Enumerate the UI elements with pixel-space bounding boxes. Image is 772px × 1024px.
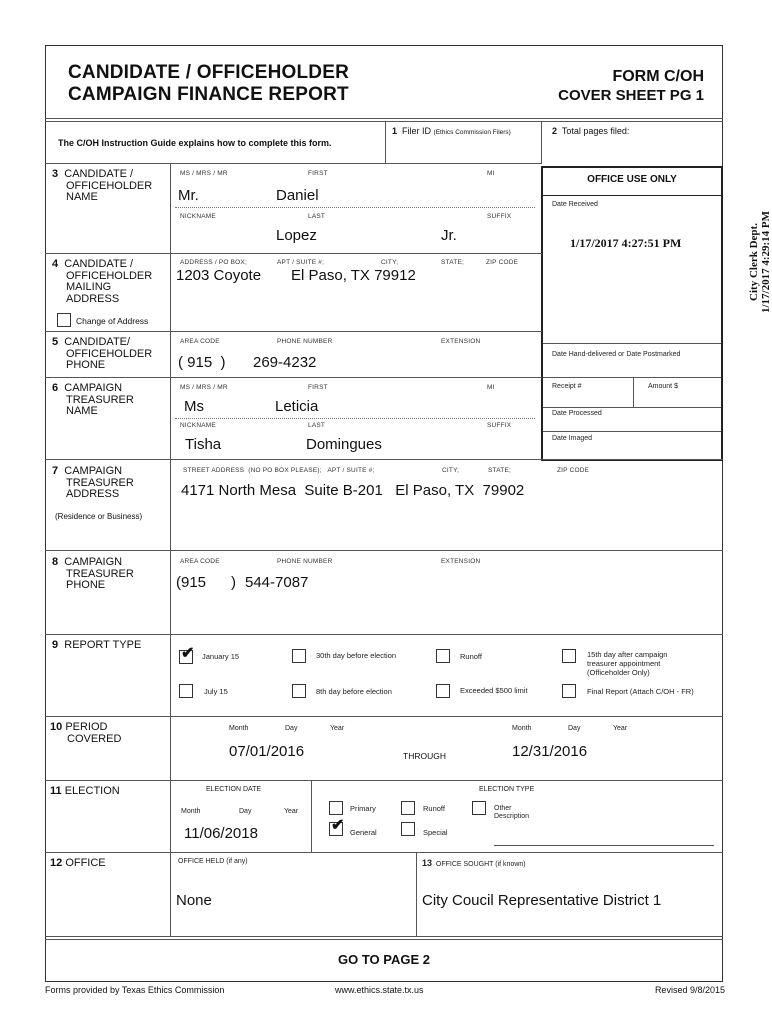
report-15th-checkbox[interactable]	[562, 649, 576, 663]
sec6-lbl-first: FIRST	[308, 384, 328, 391]
go-to-page-2: GO TO PAGE 2	[338, 952, 430, 967]
filer-id-label: 1 Filer ID (Ethics Commission Filers)	[392, 126, 511, 136]
sec4-label: 4 CANDIDATE / OFFICEHOLDER MAILING ADDRESS	[52, 258, 153, 305]
sec9-label: 9 REPORT TYPE	[52, 639, 142, 651]
sec7-lbl-zip: ZIP CODE	[557, 467, 590, 474]
change-of-address-label: Change of Address	[76, 316, 149, 326]
sec6-lbl-nick: NICKNAME	[180, 422, 216, 429]
treasurer-title[interactable]: Ms	[184, 398, 204, 415]
report-30th-checkbox[interactable]	[292, 649, 306, 663]
form-subtitle: COVER SHEET PG 1	[558, 87, 704, 104]
election-other-checkbox[interactable]	[472, 801, 486, 815]
received-stamp: City Clerk Dept. 1/17/2017 4:29:14 PM	[748, 210, 772, 314]
receipt-label: Receipt #	[552, 383, 582, 390]
treasurer-last-name[interactable]: Domingues	[306, 436, 382, 453]
sec6-label: 6 CAMPAIGN TREASURER NAME	[52, 382, 134, 417]
footer-provider: Forms provided by Texas Ethics Commission	[45, 985, 225, 995]
sec6-lbl-mi: MI	[487, 384, 495, 391]
election-general-label: General	[350, 828, 377, 837]
change-of-address-checkbox[interactable]	[57, 313, 71, 327]
sec5-lbl-ext: EXTENSION	[441, 338, 481, 345]
election-primary-checkbox[interactable]	[329, 801, 343, 815]
sec10-label: 10 PERIOD COVERED	[50, 721, 122, 745]
report-8th-label: 8th day before election	[316, 687, 392, 696]
check-mark-icon: ✔	[331, 817, 345, 834]
sec11-lbl-date: ELECTION DATE	[206, 786, 262, 793]
check-mark-icon: ✔	[181, 645, 195, 662]
election-general-checkbox[interactable]	[329, 817, 345, 836]
election-runoff-label: Runoff	[423, 804, 445, 813]
sec11-lbl-month: Month	[181, 808, 201, 815]
report-jul15-checkbox[interactable]	[179, 684, 193, 698]
election-runoff-checkbox[interactable]	[401, 801, 415, 815]
amount-label: Amount $	[648, 383, 678, 390]
treasurer-first-name[interactable]: Leticia	[275, 398, 319, 415]
sec5-lbl-phone: PHONE NUMBER	[277, 338, 333, 345]
report-jan15-checkbox[interactable]	[179, 645, 195, 664]
sec3-label: 3 CANDIDATE / OFFICEHOLDER NAME	[52, 168, 153, 203]
sec8-lbl-ext: EXTENSION	[441, 558, 481, 565]
period-to-date[interactable]: 12/31/2016	[512, 743, 588, 760]
date-processed-label: Date Processed	[552, 410, 602, 417]
sec3-lbl-nick: NICKNAME	[180, 213, 216, 220]
total-pages-label: 2 Total pages filed:	[552, 126, 630, 136]
treasurer-phone[interactable]: 544-7087	[245, 574, 309, 591]
period-from-date[interactable]: 07/01/2016	[229, 743, 305, 760]
report-30th-label: 30th day before election	[316, 651, 397, 660]
form-id: FORM C/OH	[612, 68, 704, 85]
date-received-value: 1/17/2017 4:27:51 PM	[570, 236, 682, 250]
sec7-lbl-city: CITY;	[442, 467, 460, 474]
hand-delivered-label: Date Hand-delivered or Date Postmarked	[552, 351, 681, 358]
report-exceeded-checkbox[interactable]	[436, 684, 450, 698]
instruction-text: The C/OH Instruction Guide explains how to complete this form.	[58, 138, 332, 148]
report-jan15-label: January 15	[202, 652, 240, 661]
candidate-last-name[interactable]: Lopez	[276, 227, 317, 244]
sec6-lbl-title: MS / MRS / MR	[180, 384, 228, 391]
through-label: THROUGH	[403, 751, 446, 761]
candidate-city-state-zip[interactable]: El Paso, TX 79912	[291, 267, 416, 284]
report-exceeded-label: Exceeded $500 limit	[460, 686, 528, 695]
sec8-lbl-area: AREA CODE	[180, 558, 220, 565]
date-received-label: Date Received	[552, 201, 598, 208]
sec7-note: (Residence or Business)	[55, 512, 143, 521]
treasurer-nickname[interactable]: Tisha	[185, 436, 222, 453]
candidate-first-name[interactable]: Daniel	[276, 187, 319, 204]
sec3-lbl-title: MS / MRS / MR	[180, 170, 228, 177]
sec5-lbl-area: AREA CODE	[180, 338, 220, 345]
sec10-lbl-year-to: Year	[613, 725, 628, 732]
sec10-lbl-day-from: Day	[285, 725, 298, 732]
sec8-label: 8 CAMPAIGN TREASURER PHONE	[52, 556, 134, 591]
office-held-label: OFFICE HELD (if any)	[178, 858, 248, 865]
report-final-checkbox[interactable]	[562, 684, 576, 698]
sec6-lbl-last: LAST	[308, 422, 326, 429]
date-imaged-label: Date Imaged	[552, 435, 593, 442]
election-other-label: Other Description	[494, 805, 530, 820]
office-held-value[interactable]: None	[176, 892, 212, 909]
report-15th-label: 15th day after campaign treasurer appointment (Officeholder Only)	[587, 650, 668, 677]
sec7-lbl-state: STATE;	[488, 467, 511, 474]
sec12-label: 12 OFFICE	[50, 857, 106, 869]
sec4-lbl-state: STATE;	[441, 259, 464, 266]
report-8th-checkbox[interactable]	[292, 684, 306, 698]
candidate-title[interactable]: Mr.	[178, 187, 199, 204]
sec3-lbl-first: FIRST	[308, 170, 328, 177]
sec7-label: 7 CAMPAIGN TREASURER ADDRESS	[52, 465, 134, 500]
footer-revised: Revised 9/8/2015	[654, 985, 725, 995]
sec10-lbl-day-to: Day	[568, 725, 581, 732]
sec4-lbl-zip: ZIP CODE	[486, 259, 519, 266]
form-title-line1: CANDIDATE / OFFICEHOLDER	[68, 62, 349, 83]
election-primary-label: Primary	[350, 804, 376, 813]
sec10-lbl-month-from: Month	[229, 725, 249, 732]
treasurer-area-code[interactable]: (915 )	[176, 574, 237, 591]
sec10-lbl-year-from: Year	[330, 725, 345, 732]
report-jul15-label: July 15	[204, 687, 228, 696]
sec10-lbl-month-to: Month	[512, 725, 532, 732]
candidate-phone[interactable]: 269-4232	[253, 354, 317, 371]
sec11-label: 11 ELECTION	[50, 785, 120, 797]
sec11-lbl-day: Day	[239, 808, 252, 815]
treasurer-address[interactable]: 4171 North Mesa Suite B-201 El Paso, TX 79902	[181, 482, 525, 499]
report-runoff-checkbox[interactable]	[436, 649, 450, 663]
footer-website[interactable]: www.ethics.state.tx.us	[335, 985, 424, 995]
sec8-lbl-phone: PHONE NUMBER	[277, 558, 333, 565]
election-special-label: Special	[423, 828, 448, 837]
sec4-lbl-addr: ADDRESS / PO BOX;	[180, 259, 247, 266]
election-special-checkbox[interactable]	[401, 822, 415, 836]
sec6-lbl-suffix: SUFFIX	[487, 422, 512, 429]
candidate-address[interactable]: 1203 Coyote	[176, 267, 262, 284]
election-date[interactable]: 11/06/2018	[184, 825, 258, 842]
candidate-suffix[interactable]: Jr.	[441, 227, 457, 244]
office-sought-value[interactable]: City Coucil Representative District 1	[422, 892, 662, 909]
form-title-line2: CAMPAIGN FINANCE REPORT	[68, 84, 349, 105]
report-final-label: Final Report (Attach C/OH - FR)	[587, 687, 694, 696]
sec3-lbl-mi: MI	[487, 170, 495, 177]
office-sought-label: 13 OFFICE SOUGHT (if known)	[422, 858, 526, 868]
office-use-title: OFFICE USE ONLY	[587, 174, 677, 185]
sec4-lbl-apt: APT / SUITE #;	[277, 259, 325, 266]
report-runoff-label: Runoff	[460, 652, 482, 661]
candidate-area-code[interactable]: ( 915 )	[178, 354, 226, 371]
sec4-lbl-city: CITY;	[381, 259, 399, 266]
sec7-lbl-street: STREET ADDRESS (NO PO BOX PLEASE); APT / SUITE #;	[183, 467, 375, 474]
sec11-lbl-year: Year	[284, 808, 299, 815]
sec11-lbl-type: ELECTION TYPE	[479, 786, 535, 793]
sec3-lbl-last: LAST	[308, 213, 326, 220]
sec5-label: 5 CANDIDATE/ OFFICEHOLDER PHONE	[52, 336, 153, 371]
sec3-lbl-suffix: SUFFIX	[487, 213, 512, 220]
